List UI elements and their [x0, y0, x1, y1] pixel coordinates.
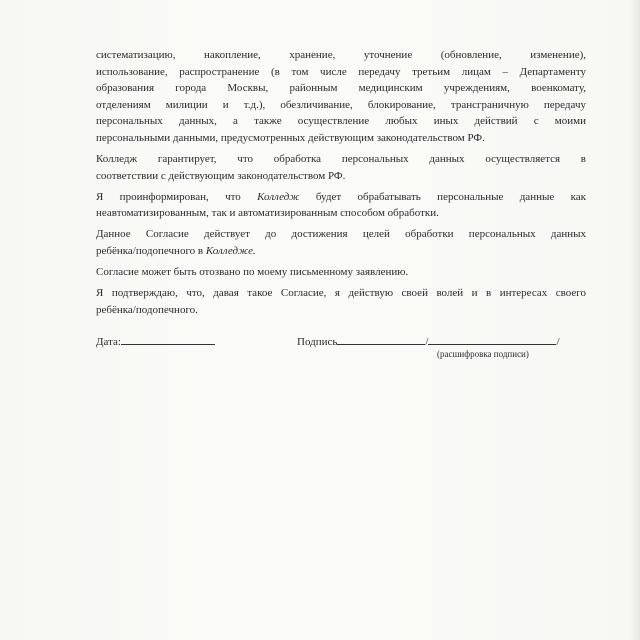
- signature-decode-blank-line[interactable]: [428, 333, 556, 345]
- paragraph-informed: [96, 189, 586, 222]
- signature-separator: /: [425, 336, 429, 348]
- text-line: [96, 189, 586, 206]
- text-line: Колледж гарантирует, что обработка персональных данных осуществляется в: [96, 153, 586, 166]
- paragraph-college-guarantee: [96, 151, 586, 184]
- text-line: Я подтверждаю, что, давая такое Согласие, я действую своей волей и в интересах своего: [96, 287, 586, 300]
- text-line: Согласие может быть отозвано по моему письменному заявлению.: [96, 266, 409, 279]
- signature-blank-line[interactable]: [337, 333, 425, 345]
- signature-decode-caption: (расшифровка подписи): [437, 349, 529, 359]
- signature-label: Подпись: [297, 336, 338, 348]
- signature-end-separator: /: [556, 336, 560, 348]
- text-line: образования города Москвы, районным медицинским учреждениям, военкомату,: [96, 82, 586, 95]
- date-label: Дата:: [96, 336, 121, 348]
- text-line: персональных данных, а также осуществление любых иных действий с моими: [96, 115, 586, 128]
- text-line: использование, распространение (в том числе передачу третьим лицам – Департаменту: [96, 65, 586, 78]
- paragraph-validity: [96, 226, 586, 259]
- college-name-italic: Колледже.: [205, 245, 256, 258]
- text-line: неавтоматизированным, так и автоматизированным способом обработки.: [96, 207, 439, 220]
- text-line: [96, 243, 586, 260]
- scan-edge-shadow: [630, 0, 640, 640]
- text-line: отделениям милиции и т.д.), обезличивание, блокирование, трансграничную передачу: [96, 98, 586, 111]
- paragraph-processing-actions: [96, 47, 586, 147]
- college-name-italic: Колледж: [257, 190, 300, 203]
- text-fragment: будет обрабатывать персональные данные как: [299, 190, 586, 203]
- signature-field: [297, 333, 560, 349]
- paragraph-confirmation: [96, 285, 586, 318]
- text-line: соответствии с действующим законодательством РФ.: [96, 169, 346, 182]
- text-fragment: Я проинформирован, что: [96, 190, 258, 203]
- consent-body: [96, 47, 586, 323]
- date-blank-line[interactable]: [121, 333, 215, 345]
- date-field: [96, 333, 215, 349]
- text-line: ребёнка/подопечного.: [96, 303, 198, 316]
- text-line: систематизацию, накопление, хранение, уточнение (обновление, изменение),: [96, 49, 586, 61]
- paragraph-revocation: [96, 264, 586, 281]
- text-fragment: ребёнка/подопечного в: [96, 245, 206, 258]
- text-line: Данное Согласие действует до достижения целей обработки персональных данных: [96, 228, 586, 241]
- text-line: персональными данными, предусмотренных действующим законодательством РФ.: [96, 131, 485, 144]
